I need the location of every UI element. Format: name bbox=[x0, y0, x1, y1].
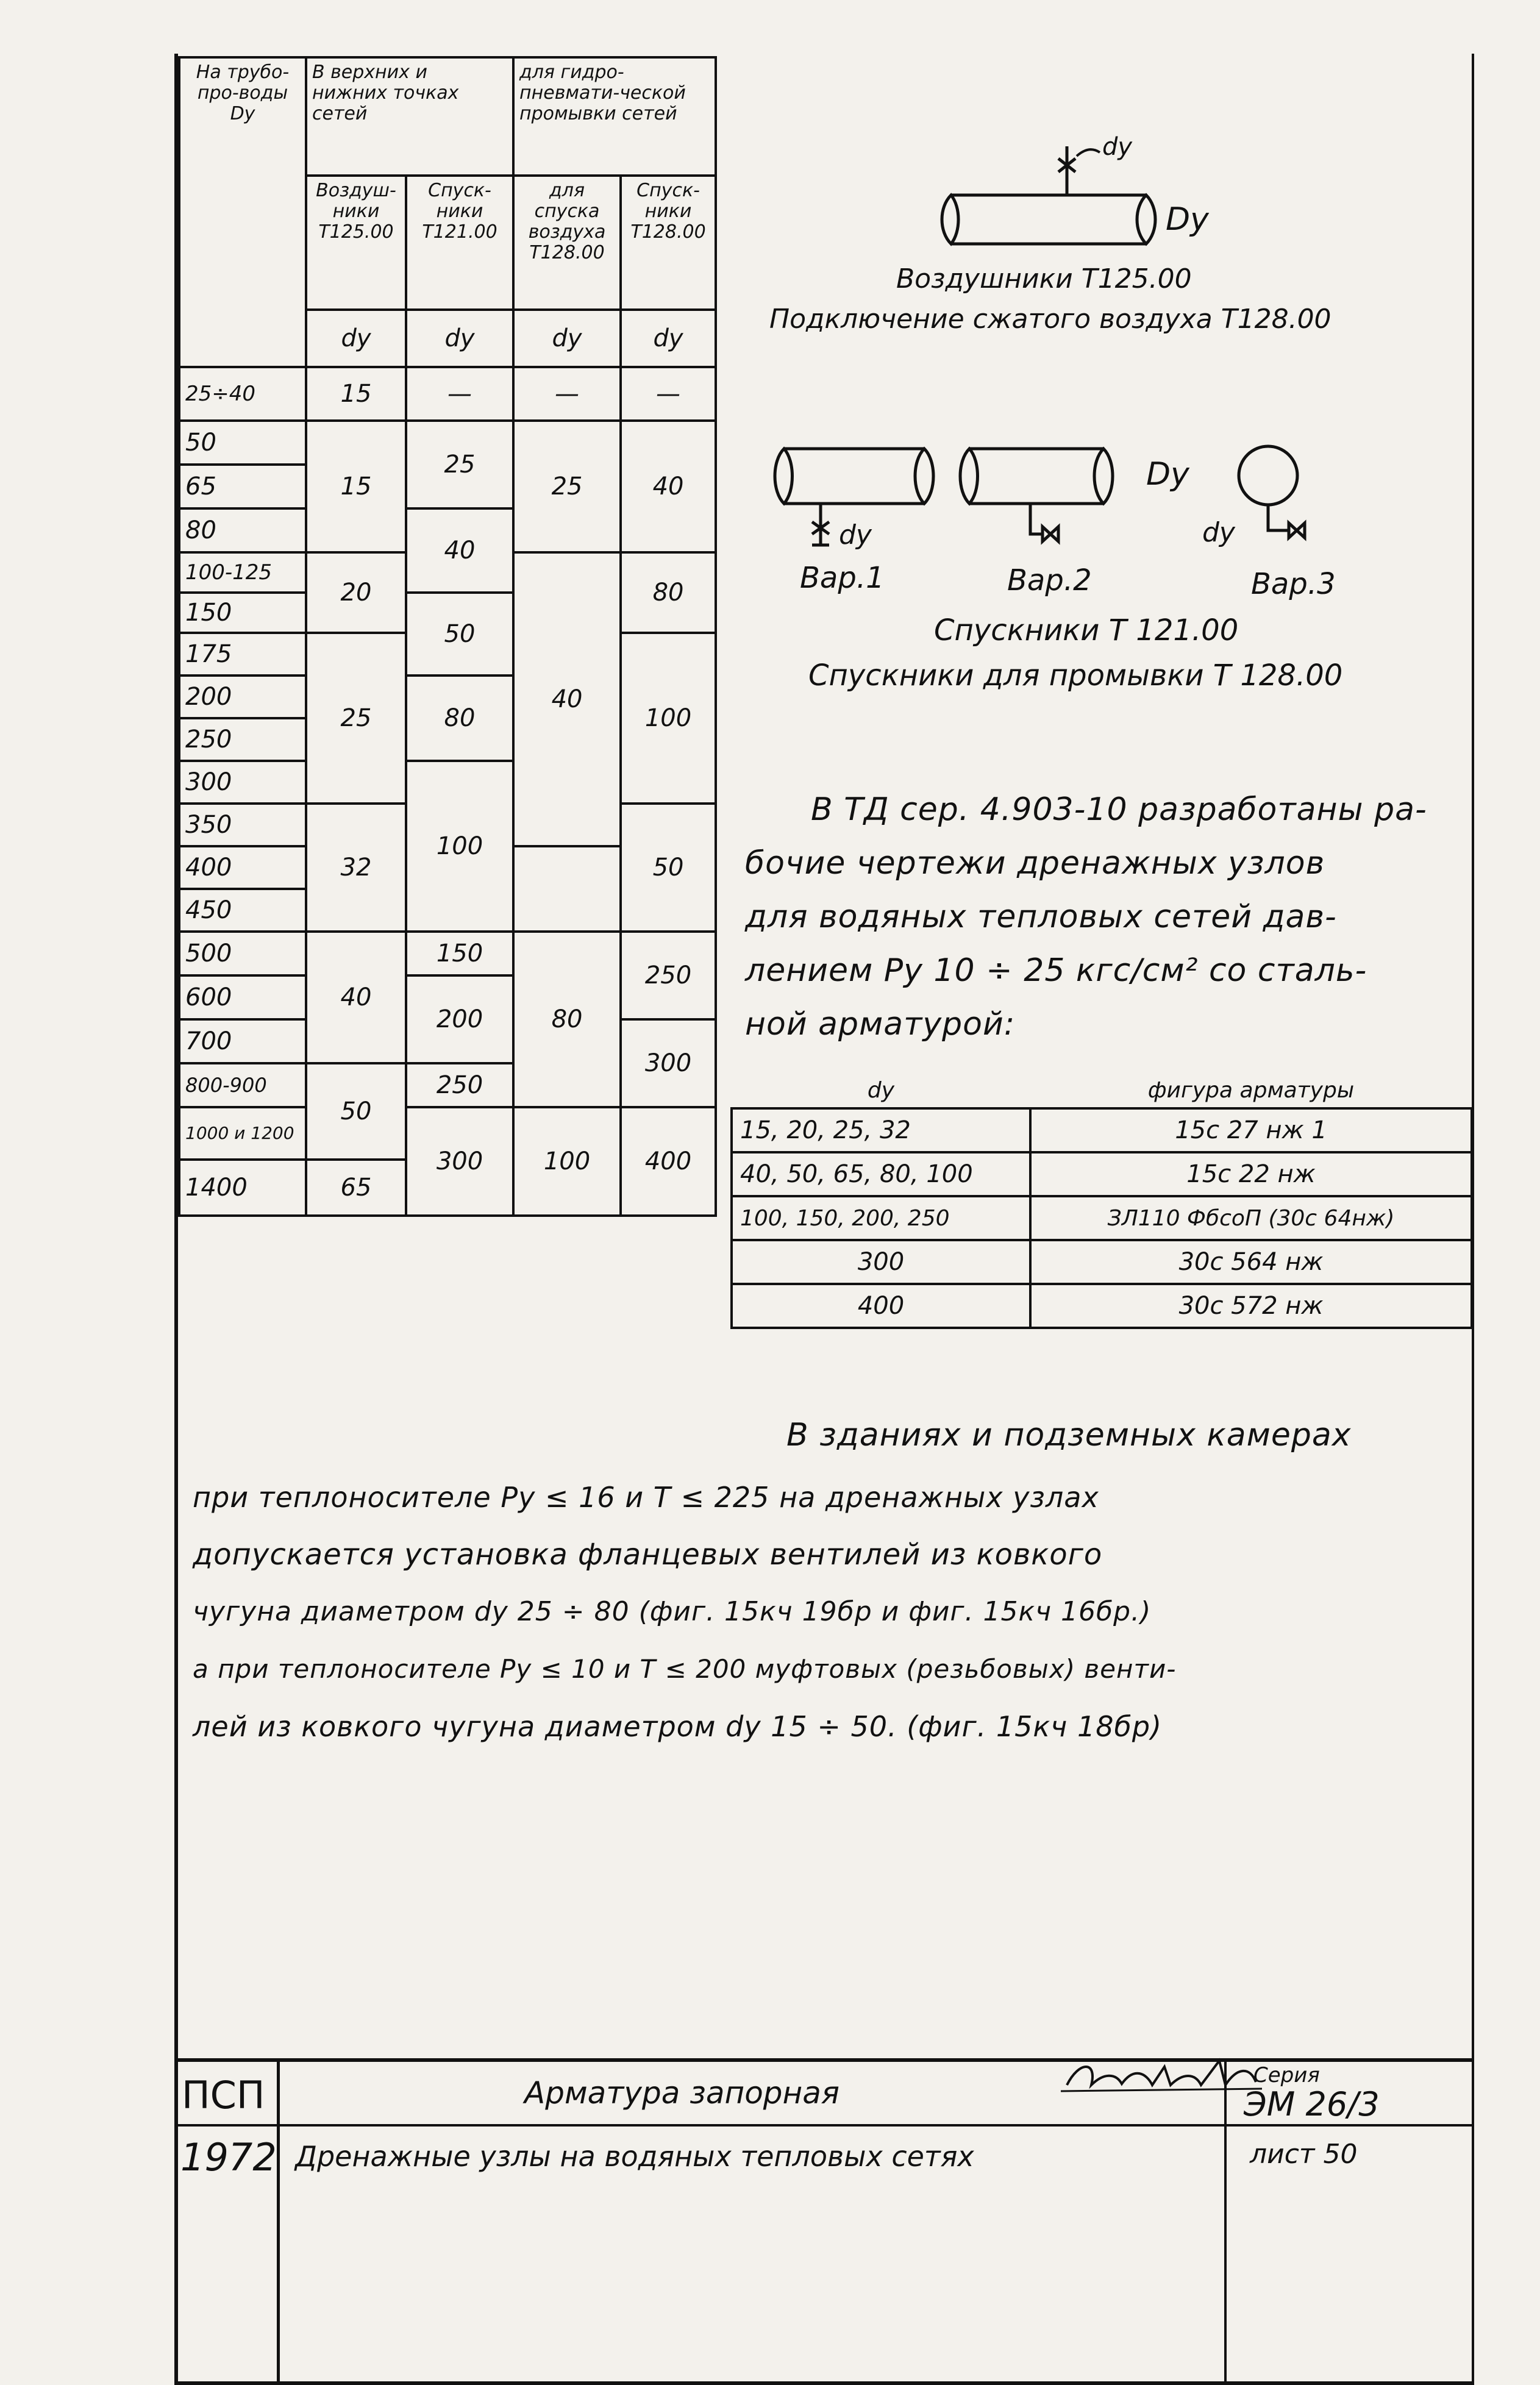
cell-drain: 25 bbox=[406, 421, 513, 508]
table-row-figure: 30с 564 нж bbox=[1030, 1240, 1472, 1284]
table-row-dy: 400 bbox=[732, 1284, 1030, 1328]
note-line-1: В зданиях и подземных камерах bbox=[786, 1417, 1352, 1453]
cell-air-vent: 40 bbox=[306, 932, 406, 1063]
note-line-2: при теплоносителе Pу ≤ 16 и T ≤ 225 на дренажных узлах bbox=[193, 1481, 1099, 1514]
intro-line-5: ной арматурой: bbox=[745, 1006, 1016, 1043]
series-caption: Серия bbox=[1253, 2063, 1320, 2087]
table-row-dy: 25÷40 bbox=[179, 367, 306, 421]
drains-caption: Спускники Т 121.00 bbox=[934, 613, 1239, 647]
year-label: 1972 bbox=[180, 2135, 277, 2180]
cell-flush-drain: 100 bbox=[621, 633, 716, 804]
title-block-top bbox=[174, 2058, 1474, 2062]
top-label-dy: dу bbox=[1102, 133, 1133, 161]
sheet-number: лист 50 bbox=[1250, 2139, 1358, 2170]
table-row-dy: 450 bbox=[179, 889, 306, 932]
note-line-4: чугуна диаметром dу 25 ÷ 80 (фиг. 15кч 19бр и фиг. 15кч 16бр.) bbox=[193, 1596, 1152, 1627]
cell-drain: 300 bbox=[406, 1107, 513, 1216]
cell-air-vent: 65 bbox=[306, 1160, 406, 1216]
header-group-top-bottom: В верхних и нижних точках сетей bbox=[306, 57, 513, 176]
organization-label: ПСП bbox=[182, 2073, 265, 2117]
cell-drain: 150 bbox=[406, 932, 513, 975]
symbol-dy-4: dу bbox=[621, 310, 716, 367]
table-row-dy: 350 bbox=[179, 804, 306, 846]
note-line-5: а при теплоносителе Pу ≤ 10 и T ≤ 200 муфтовых (резьбовых) венти- bbox=[193, 1654, 1177, 1684]
table-row-dy: 100-125 bbox=[179, 552, 306, 593]
drain-sizes-table bbox=[178, 56, 717, 1217]
table-row-dy: 300 bbox=[732, 1240, 1030, 1284]
cell-air-vent: 15 bbox=[306, 367, 406, 421]
cell-drain: 50 bbox=[406, 593, 513, 676]
table-row-dy: 200 bbox=[179, 676, 306, 718]
drawing-title-2: Дренажные узлы на водяных тепловых сетях bbox=[295, 2140, 974, 2173]
valve-header-figure: фигура арматуры bbox=[1030, 1073, 1472, 1108]
flush-drains-caption: Спускники для промывки Т 128.00 bbox=[808, 658, 1343, 693]
cell-air-vent: 15 bbox=[306, 421, 406, 552]
cell-flush-drain: 300 bbox=[621, 1019, 716, 1107]
cell-air-supply: — bbox=[513, 367, 621, 421]
table-row-figure: 15с 22 нж bbox=[1030, 1152, 1472, 1196]
cell-drain: 250 bbox=[406, 1063, 513, 1107]
series-number: ЭМ 26/3 bbox=[1244, 2085, 1380, 2123]
variant-1-dy: dу bbox=[839, 519, 872, 551]
frame-bottom-border bbox=[174, 2381, 1474, 2385]
air-vent-drawing bbox=[939, 134, 1195, 256]
cell-flush-drain: 40 bbox=[621, 421, 716, 552]
cell-flush-drain: — bbox=[621, 367, 716, 421]
cell-flush-drain: 250 bbox=[621, 932, 716, 1019]
table-row-figure: 30с 572 нж bbox=[1030, 1284, 1472, 1328]
symbol-dy-1: dу bbox=[306, 310, 406, 367]
cell-air-supply: 50 bbox=[621, 804, 716, 932]
cell-drain: 200 bbox=[406, 975, 513, 1063]
symbol-dy-3: dу bbox=[513, 310, 621, 367]
table-row-dy: 40, 50, 65, 80, 100 bbox=[732, 1152, 1030, 1196]
cell-drain: — bbox=[406, 367, 513, 421]
valve-header-dy: dу bbox=[732, 1073, 1030, 1108]
table-row-dy: 100, 150, 200, 250 bbox=[732, 1196, 1030, 1240]
header-flush-drains: Спуск-ники Т128.00 bbox=[621, 176, 716, 310]
variant-2-label: Вар.2 bbox=[1007, 563, 1092, 597]
intro-line-2: бочие чертежи дренажных узлов bbox=[745, 845, 1325, 882]
valve-figures-table bbox=[730, 1073, 1473, 1329]
table-row-dy: 400 bbox=[179, 846, 306, 889]
cell-flush-drain: 400 bbox=[621, 1107, 716, 1216]
table-row-figure: ЗЛ110 ФбсоП (30с 64нж) bbox=[1030, 1196, 1472, 1240]
top-label-Dy: Dу bbox=[1166, 201, 1209, 238]
table-row-dy: 80 bbox=[179, 508, 306, 552]
header-pipe-diameter: На трубо-про-воды Dу bbox=[179, 57, 306, 367]
title-block-middle bbox=[174, 2124, 1474, 2127]
cell-air-vent: 32 bbox=[306, 804, 406, 932]
variant-3-dy: dу bbox=[1202, 517, 1235, 548]
header-air-vents: Воздуш-ники Т125.00 bbox=[306, 176, 406, 310]
symbol-dy-2: dу bbox=[406, 310, 513, 367]
table-row-figure: 15с 27 нж 1 bbox=[1030, 1108, 1472, 1152]
table-row-dy: 1000 и 1200 bbox=[179, 1107, 306, 1160]
table-row-dy: 50 bbox=[179, 421, 306, 465]
drain-variant-2-drawing bbox=[957, 437, 1122, 558]
table-row-dy: 150 bbox=[179, 593, 306, 633]
table-row-dy: 300 bbox=[179, 761, 306, 804]
intro-line-4: лением Pу 10 ÷ 25 кгс/см² со сталь- bbox=[745, 952, 1367, 989]
drain-variant-3-drawing bbox=[1225, 439, 1341, 561]
cell-flush-drain: 80 bbox=[621, 552, 716, 633]
cell-air-supply: 80 bbox=[513, 932, 621, 1107]
cell-air-vent: 20 bbox=[306, 552, 406, 633]
air-vent-caption: Воздушники Т125.00 bbox=[896, 263, 1192, 294]
table-row-dy: 800-900 bbox=[179, 1063, 306, 1107]
air-supply-caption: Подключение сжатого воздуха Т128.00 bbox=[769, 304, 1331, 335]
cell-drain: 100 bbox=[406, 761, 513, 932]
cell-air-supply: 40 bbox=[513, 552, 621, 846]
drawing-title-1: Арматура запорная bbox=[524, 2075, 840, 2111]
signature-drawing bbox=[1061, 2048, 1268, 2103]
cell-air-vent: 50 bbox=[306, 1063, 406, 1160]
table-row-dy: 700 bbox=[179, 1019, 306, 1063]
table-row-dy: 175 bbox=[179, 633, 306, 676]
header-air-supply: для спуска воздуха Т128.00 bbox=[513, 176, 621, 310]
variant-1-label: Вар.1 bbox=[800, 561, 885, 595]
header-group-flushing: для гидро-пневмати-ческой промывки сетей bbox=[513, 57, 716, 176]
note-line-3: допускается установка фланцевых вентилей из ковкого bbox=[193, 1538, 1103, 1572]
intro-line-1: В ТД сер. 4.903-10 разработаны ра- bbox=[811, 791, 1427, 828]
table-row-dy: 1400 bbox=[179, 1160, 306, 1216]
cell-air-vent: 25 bbox=[306, 633, 406, 804]
table-row-dy: 65 bbox=[179, 465, 306, 508]
header-drains: Спуск-ники Т121.00 bbox=[406, 176, 513, 310]
table-row-dy: 250 bbox=[179, 718, 306, 761]
variant-3-label: Вар.3 bbox=[1251, 567, 1336, 601]
cell-drain: 80 bbox=[406, 676, 513, 761]
cell-air-supply: 25 bbox=[513, 421, 621, 552]
title-block-divider-left bbox=[277, 2058, 280, 2383]
drain-variant-1-drawing bbox=[772, 437, 949, 571]
cell-drain: 40 bbox=[406, 508, 513, 593]
table-row-dy: 500 bbox=[179, 932, 306, 975]
intro-line-3: для водяных тепловых сетей дав- bbox=[745, 899, 1337, 935]
variants-label-Dy: Dу bbox=[1146, 456, 1189, 493]
title-block-divider-right bbox=[1224, 2058, 1227, 2383]
table-row-dy: 600 bbox=[179, 975, 306, 1019]
cell-air-supply: 100 bbox=[513, 1107, 621, 1216]
table-row-dy: 15, 20, 25, 32 bbox=[732, 1108, 1030, 1152]
note-line-6: лей из ковкого чугуна диаметром dу 15 ÷ 50. (фиг. 15кч 18бр) bbox=[193, 1710, 1163, 1743]
